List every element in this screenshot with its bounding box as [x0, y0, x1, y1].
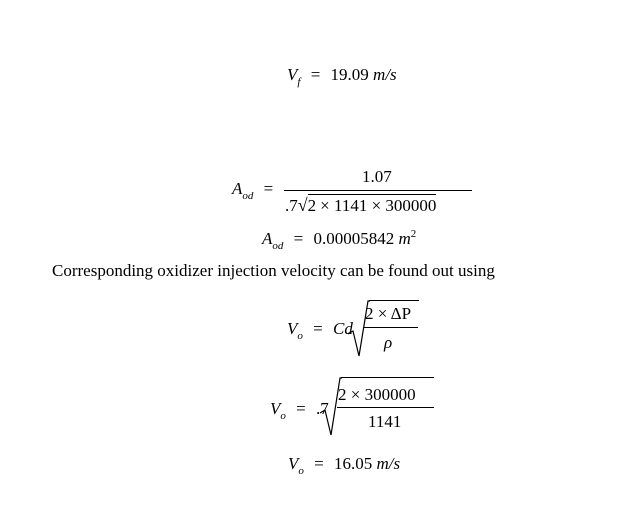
equation-vo-lhs: [287, 319, 353, 342]
vo-sub-numerator: 2 × 300000: [338, 385, 416, 404]
aod-subscript: od: [242, 190, 254, 202]
equation-aod-result: [262, 228, 417, 252]
vf-symbol: V: [287, 65, 298, 84]
vf-subscript: f: [297, 76, 301, 88]
aod-symbol: A: [232, 179, 243, 198]
vo-result-value: 16.05: [333, 454, 373, 473]
paragraph-text: Corresponding oxidizer injection velocity can be found out using: [52, 261, 495, 280]
vo-result-subscript: o: [298, 465, 304, 477]
vo-denominator: ρ: [384, 333, 393, 352]
aod-result-value: 0.00005842: [313, 229, 395, 248]
vo-sub-coefficient: .7: [315, 399, 329, 418]
aod-result-symbol: A: [262, 229, 273, 248]
vf-unit: m/s: [373, 65, 397, 84]
aod-denominator: [285, 196, 436, 214]
vo-equals: =: [313, 319, 323, 338]
aod-den-rest: × 1141 × 300000: [316, 194, 436, 215]
aod-result-exponent: 2: [410, 228, 417, 240]
aod-den-root: 2: [307, 196, 317, 215]
vo-fraction-bar: [364, 327, 418, 328]
vo-sub-denominator: 1141: [368, 412, 402, 431]
vo-result-equals: =: [314, 454, 324, 473]
vo-sub-radical-overline: [341, 377, 434, 378]
vo-result-symbol: V: [288, 454, 299, 473]
vf-value: 19.09: [330, 65, 369, 84]
vo-result-unit: m/s: [376, 454, 401, 473]
aod-result-unit: m: [398, 229, 411, 248]
equation-vf: [287, 65, 397, 88]
vo-radical-overline: [369, 300, 419, 301]
equation-vo-result: [288, 454, 401, 477]
vo-numerator: 2 × ΔP: [365, 304, 412, 323]
aod-fraction-bar: [284, 190, 472, 191]
aod-equals: =: [263, 179, 274, 198]
vo-sub-equals: =: [296, 399, 306, 418]
vf-equals: =: [310, 65, 321, 84]
aod-result-subscript: od: [272, 240, 284, 252]
vo-sub-symbol: V: [270, 399, 281, 418]
vo-sub-subscript: o: [280, 410, 286, 422]
sqrt-icon: √: [297, 195, 308, 215]
aod-numerator: 1.07: [362, 167, 392, 186]
aod-den-coefficient: .7: [285, 196, 298, 215]
vo-sub-fraction-bar: [337, 407, 434, 408]
aod-result-equals: =: [293, 229, 304, 248]
equation-aod-lhs: [232, 179, 274, 202]
vo-coefficient: Cd: [332, 319, 353, 338]
vo-symbol: V: [287, 319, 298, 338]
vo-subscript: o: [297, 330, 303, 342]
